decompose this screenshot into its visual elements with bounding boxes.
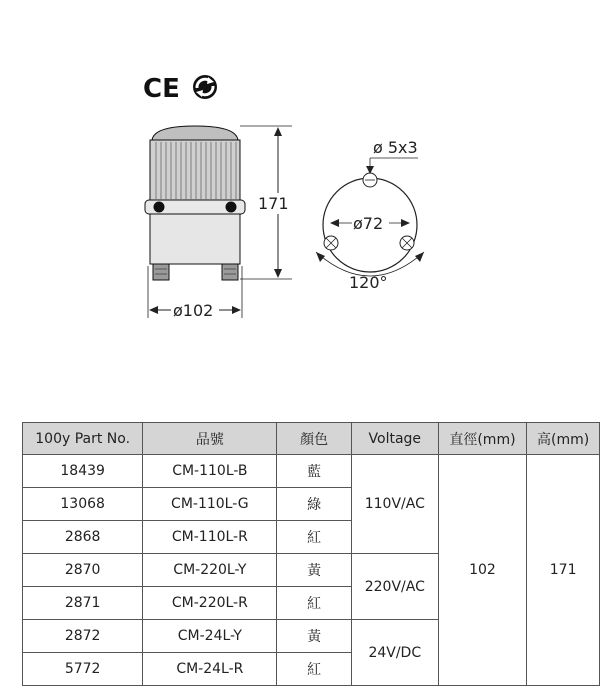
cell-part-no: 2871 (23, 587, 143, 620)
cell-height: 171 (527, 455, 600, 686)
cell-color: 藍 (277, 455, 351, 488)
cell-part-no: 2868 (23, 521, 143, 554)
header-color: 顏色 (277, 423, 351, 455)
table-header-row (23, 423, 600, 455)
cell-part-no: 18439 (23, 455, 143, 488)
base-diameter-label: ø102 (173, 301, 214, 320)
header-diameter: 直徑(mm) (438, 423, 527, 455)
cell-model: CM-220L-Y (143, 554, 277, 587)
cell-model: CM-24L-Y (143, 620, 277, 653)
cell-voltage: 24V/DC (351, 620, 438, 686)
cell-diameter: 102 (438, 455, 527, 686)
ce-mark: CE (143, 74, 180, 104)
header-part-no: 100y Part No. (23, 423, 143, 455)
cell-color: 紅 (277, 653, 351, 686)
pcd-label: ø72 (353, 214, 384, 233)
cell-voltage: 220V/AC (351, 554, 438, 620)
recycle-icon (193, 75, 217, 99)
header-voltage: Voltage (351, 423, 438, 455)
hole-label: ø 5x3 (373, 138, 418, 157)
cell-part-no: 2872 (23, 620, 143, 653)
cell-voltage: 110V/AC (351, 455, 438, 554)
cell-color: 紅 (277, 521, 351, 554)
angle-label: 120° (349, 273, 388, 292)
cell-model: CM-220L-R (143, 587, 277, 620)
cell-color: 黃 (277, 554, 351, 587)
cell-part-no: 5772 (23, 653, 143, 686)
cell-model: CM-110L-R (143, 521, 277, 554)
height-label: 171 (258, 194, 289, 213)
cell-part-no: 2870 (23, 554, 143, 587)
cell-model: CM-110L-G (143, 488, 277, 521)
spec-table (22, 422, 600, 686)
cell-color: 紅 (277, 587, 351, 620)
cell-color: 綠 (277, 488, 351, 521)
header-model: 品號 (143, 423, 277, 455)
cell-part-no: 13068 (23, 488, 143, 521)
table-row (23, 455, 600, 488)
cell-model: CM-24L-R (143, 653, 277, 686)
beacon-side-view (145, 126, 245, 280)
cell-model: CM-110L-B (143, 455, 277, 488)
header-height: 高(mm) (527, 423, 600, 455)
cell-color: 黃 (277, 620, 351, 653)
